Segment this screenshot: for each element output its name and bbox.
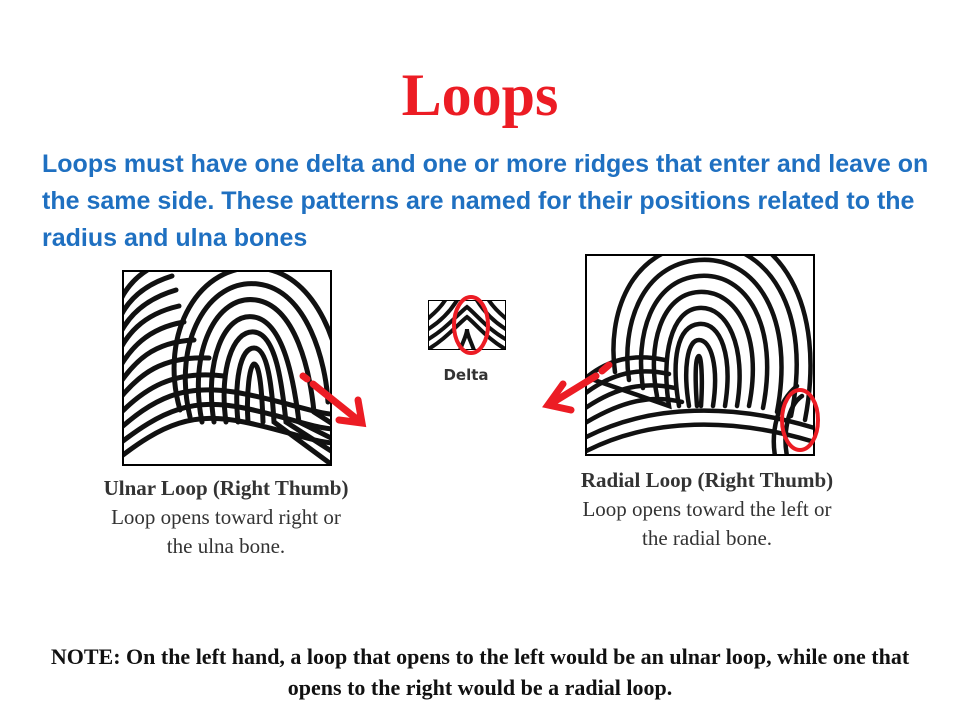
delta-svg [429, 301, 505, 349]
radial-caption-description: Loop opens toward the left or the radial bone. [582, 497, 832, 550]
ulnar-caption-description: Loop opens toward right or the ulna bone. [111, 505, 341, 558]
radial-fingerprint-svg [587, 256, 813, 454]
note-text: NOTE: On the left hand, a loop that opens to the left would be an ulnar loop, while one that opens to the right would be a radial loop. [50, 644, 910, 700]
intro-text: Loops must have one delta and one or more ridges that enter and leave on the same side. These patterns are named for their positions related to the radius and ulna bones [42, 150, 929, 252]
ulnar-loop-fingerprint-image [122, 270, 332, 466]
delta-image [428, 300, 506, 350]
radial-loop-fingerprint-image [585, 254, 815, 456]
ulnar-caption-title: Ulnar Loop (Right Thumb) [103, 476, 349, 500]
ulnar-fingerprint-svg [124, 272, 330, 464]
radial-caption [574, 466, 840, 553]
delta-label: Delta [443, 366, 489, 384]
slide-title: Loops [401, 62, 559, 128]
radial-caption-title: Radial Loop (Right Thumb) [580, 468, 834, 492]
ulnar-caption [100, 474, 352, 561]
